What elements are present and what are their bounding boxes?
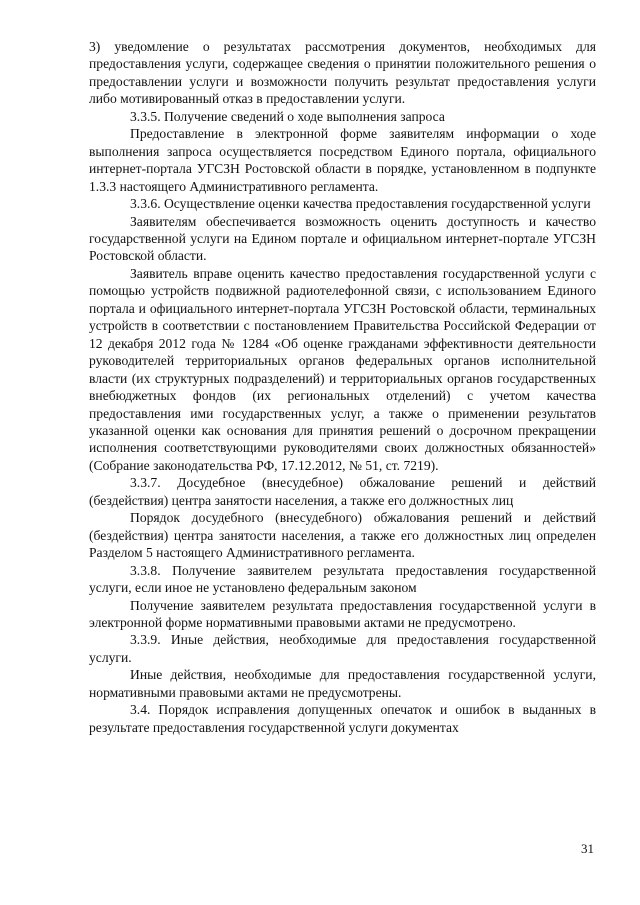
paragraph-notification: 3) уведомление о результатах рассмотрения документов, необходимых для предоставления услуги, содержащее сведения о принятии положительного решения о предоставлении услуги и возможности получить результат предоставления услуги либо мотивированный отказ в предоставлении услуги. — [89, 39, 596, 107]
paragraph-quality-access: Заявителям обеспечивается возможность оценить доступность и качество государственной услуги на Едином портале и официальном интернет-портале УГСЗН Ростовской области. — [89, 213, 596, 264]
heading-3-3-9: 3.3.9. Иные действия, необходимые для предоставления государственной услуги. — [89, 632, 596, 665]
page-number: 31 — [581, 841, 594, 856]
document-body — [89, 38, 596, 736]
heading-3-3-8: 3.3.8. Получение заявителем результата предоставления государственной услуги, если иное не установлено федеральным законом — [89, 562, 596, 596]
heading-3-3-5: 3.3.5. Получение сведений о ходе выполнения запроса — [130, 108, 445, 124]
paragraph-result-electronic: Получение заявителем результата предоставления государственной услуги в электронной форме нормативными правовыми актами не предусмотрено. — [89, 597, 596, 630]
paragraph-progress-info: Предоставление в электронной форме заявителям информации о ходе выполнения запроса осуществляется посредством Единого портала, официального интернет-портала УГСЗН Ростовской области в порядке, установленном в подпункте 1.3.3 настоящего Административного регламента. — [89, 126, 596, 194]
heading-3-3-6: 3.3.6. Осуществление оценки качества предоставления государственной услуги — [130, 196, 591, 212]
heading-3-4: 3.4. Порядок исправления допущенных опечаток и ошибок в выданных в результате предоставления государственной услуги документах — [89, 702, 596, 735]
heading-3-3-7: 3.3.7. Досудебное (внесудебное) обжалование решений и действий (бездействия) центра занятости населения, а также его должностных лиц — [89, 475, 596, 508]
paragraph-quality-assessment: Заявитель вправе оценить качество предоставления государственной услуги с помощью устройств подвижной радиотелефонной связи, с использованием Единого портала и официального интернет-портала УГСЗН Ростовской области, терминальных устройств в соответствии с постановлением Правительства Российской Федерации от 12 декабря 2012 года № 1284 «Об оценке гражданами эффективности деятельности руководителей территориальных органов федеральных органов исполнительной власти (их структурных подразделений) и территориальных органов государственных внебюджетных фондов (их региональных отделений) с учетом качества предоставления ими государственных услуг, а также о применении результатов указанной оценки как основания для принятия решений о досрочном прекращении исполнения соответствующими руководителями своих должностных обязанностей» (Собрание законодательства РФ, 17.12.2012, № 51, ст. 7219). — [89, 265, 596, 473]
paragraph-other-actions: Иные действия, необходимые для предоставления государственной услуги, нормативными правовыми актами не предусмотрены. — [89, 667, 596, 700]
paragraph-appeal-procedure: Порядок досудебного (внесудебного) обжалования решений и действий (бездействия) центра занятости населения, а также его должностных лиц определен Разделом 5 настоящего Административного регламента. — [89, 510, 596, 561]
